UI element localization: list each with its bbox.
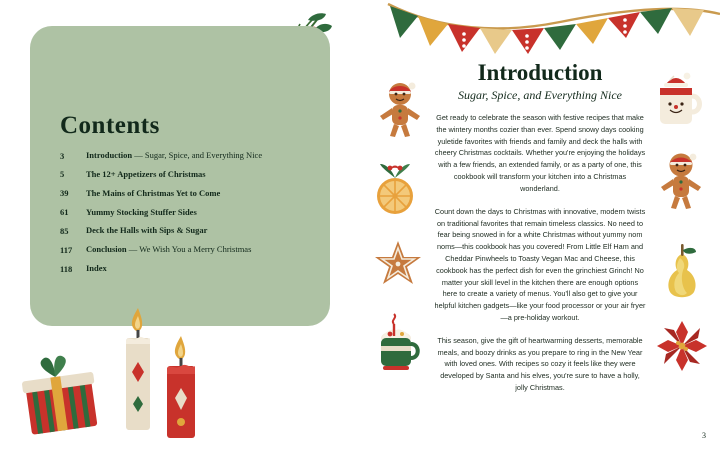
toc-title: Deck the Halls with Sips & Sugar	[86, 225, 208, 236]
hot-cocoa-mug-icon	[370, 310, 426, 376]
toc-subtitle: We Wish You a Merry Christmas	[139, 244, 252, 255]
candle-icon	[160, 330, 202, 442]
page-title: Contents	[60, 112, 160, 139]
orange-slice-wreath-icon	[366, 160, 424, 220]
toc-page-number: 117	[60, 244, 73, 255]
gingerbread-star-cookie-icon	[370, 238, 426, 294]
list-item[interactable]	[60, 263, 290, 274]
toc-title: Index	[86, 263, 107, 274]
list-item[interactable]	[60, 207, 290, 218]
list-item[interactable]	[60, 188, 290, 199]
right-page	[360, 0, 720, 450]
gingerbread-man-icon	[372, 78, 428, 140]
toc-dash: —	[132, 150, 145, 160]
paragraph: This season, give the gift of heartwarming desserts, memorable meals, and boozy drinks as you prepare to ring in the New Year with loved ones. With recipes so cozy it feels like they were developed by Santa and his elves, you're sure to have a holly, jolly Christmas.	[437, 335, 643, 393]
toc-page-number: 5	[60, 169, 65, 180]
toc-page-number: 3	[60, 150, 65, 161]
toc-title: Yummy Stocking Stuffer Sides	[86, 206, 197, 217]
gingerbread-man-icon	[652, 148, 710, 212]
toc-subtitle: Sugar, Spice, and Everything Nice	[144, 150, 263, 160]
toc-entry-text	[86, 169, 206, 179]
pear-icon	[656, 240, 708, 302]
paragraph: Get ready to celebrate the season with festive recipes that make the wintery months cozier than ever. Spend snowy days cooking yuletide favorites with friends and family and deck the halls with cheery Christmas cocktails. Whether you're enjoying the holidays with a few friends, an extended family, or as a party of one, this cookbook will transform your kitchen into a Christmas wonderland.	[434, 113, 646, 193]
page-number: 3	[702, 431, 706, 440]
toc-title: The 12+ Appetizers of Christmas	[86, 168, 206, 179]
toc-entry-text	[86, 188, 220, 198]
toc-page-number: 118	[60, 263, 73, 274]
toc-entry-text	[86, 263, 107, 273]
paragraph: Count down the days to Christmas with innovative, modern twists on traditional favorites that remain timeless classics. No need to fear being snowed in for a white Christmas without yummy nom noms—this cookbook has you covered! From Little Elf Ham and Cheddar Pinwheels to Toasty Vegan Mac and Cheese, this cookbook has the perfect dish for even the grinchiest Grinch! No matter your skill level in the kitchen there are enough options here to create a variety of menus. You'll also get to give your helpful kitchen gadgets—like your food processor or your air fryer—a pre-holiday workout.	[434, 206, 646, 322]
list-item[interactable]	[60, 225, 290, 236]
candle-icon	[118, 300, 158, 440]
toc-entry-text	[86, 244, 251, 254]
toc-entry-text	[86, 150, 262, 160]
intro-body	[434, 112, 646, 405]
toc-page-number: 85	[60, 225, 69, 236]
toc-title: The Mains of Christmas Yet to Come	[86, 187, 221, 198]
toc-entry-text	[86, 207, 197, 217]
gift-box-icon	[18, 348, 110, 438]
poinsettia-flower-icon	[654, 318, 710, 374]
list-item[interactable]	[60, 150, 290, 161]
page-subtitle: Sugar, Spice, and Everything Nice	[458, 88, 622, 102]
toc-title: Introduction	[86, 150, 133, 160]
toc-title: Conclusion	[86, 244, 127, 255]
page-title: Introduction	[477, 60, 603, 85]
toc-page-number: 39	[60, 188, 69, 199]
toc-page-number: 61	[60, 207, 69, 218]
list-item[interactable]	[60, 244, 290, 255]
toc-dash: —	[126, 244, 140, 255]
list-item[interactable]	[60, 169, 290, 180]
santa-mug-icon	[652, 70, 708, 132]
toc-entry-text	[86, 225, 207, 235]
table-of-contents	[60, 150, 290, 282]
